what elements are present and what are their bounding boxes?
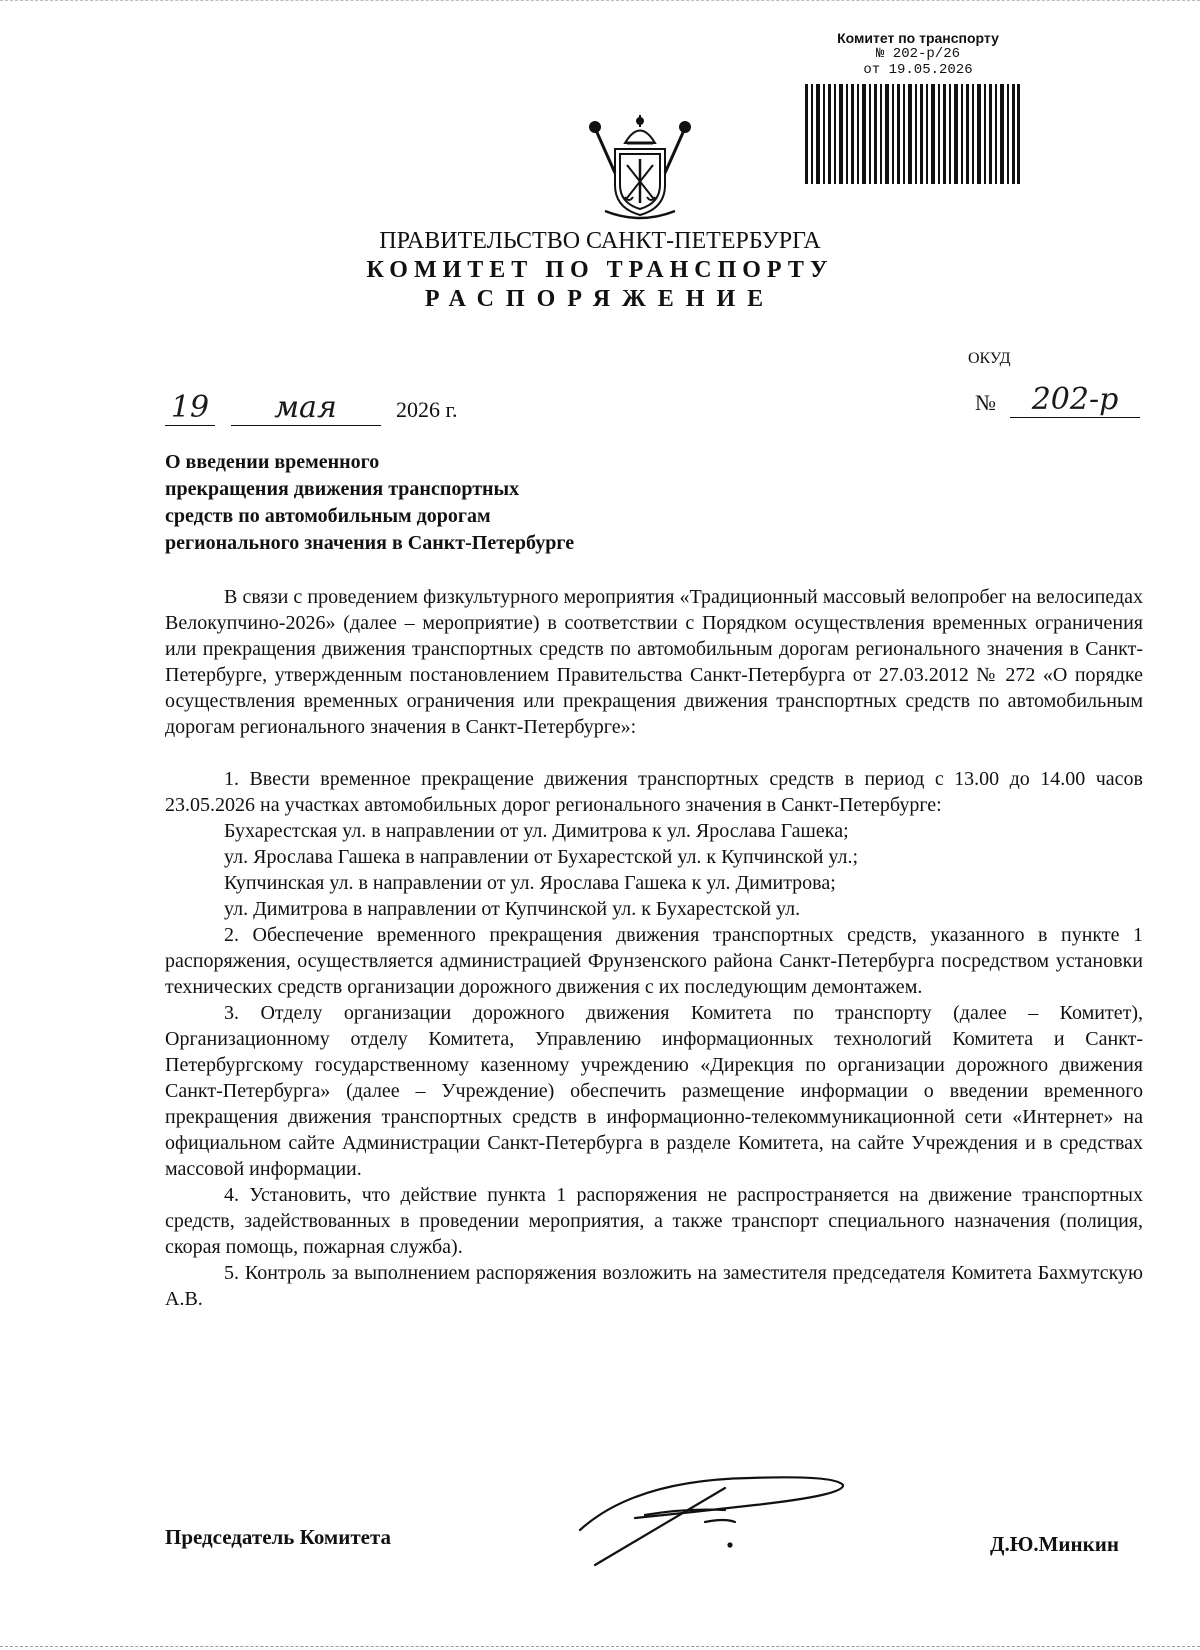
road-section-4: ул. Димитрова в направлении от Купчинской ул. к Бухарестской ул. (224, 898, 801, 920)
road-section-2: ул. Ярослава Гашека в направлении от Бухарестской ул. к Купчинской ул.; (224, 846, 859, 868)
preamble-paragraph: В связи с проведением физкультурного мероприятия «Традиционный массовый велопробег на велосипедах Велокупчино-2026» (далее – мероприятие) в соответствии с Порядком осуществления временных ограничения или прекращения движения транспортных средств по автомобильным дорогам регионального значения в Санкт-Петербурге, утвержденным постановлением Правительства Санкт-Петербурга от 27.03.2012 № 272 «О порядке осуществления временных ограничения или прекращения движения транспортных средств по автомобильным дорогам регионального значения в Санкт-Петербурге»: (165, 586, 1143, 738)
item-5-paragraph: 5. Контроль за выполнением распоряжения возложить на заместителя председателя Комитета Бахмутскую А.В. (165, 1262, 1143, 1310)
scan-top-edge (0, 0, 1200, 4)
government-heading: ПРАВИТЕЛЬСТВО САНКТ-ПЕТЕРБУРГА (379, 228, 821, 254)
committee-heading: КОМИТЕТ ПО ТРАНСПОРТУ (366, 257, 834, 283)
date-month: мая (231, 390, 381, 426)
item-3-paragraph: 3. Отделу организации дорожного движения Комитета по транспорту (далее – Комитет), Организационному отделу Комитета, Управлению информационных технологий Комитета и Санкт-Петербургскому государственному казенному учреждению «Дирекция по организации дорожного движения Санкт-Петербурга» (далее – Учреждение) обеспечить размещение информации о введении временного прекращения движения транспортных средств в информационно-телекоммуникационной сети «Интернет» на официальном сайте Администрации Санкт-Петербурга в разделе Комитета, на сайте Учреждения и в средствах массовой информации. (165, 1002, 1143, 1180)
document-number: 202-р (1010, 382, 1140, 418)
signatory-name: Д.Ю.Минкин (990, 1532, 1119, 1556)
number-prefix: № (975, 390, 996, 415)
scan-bottom-edge (0, 1646, 1200, 1649)
item-4-paragraph: 4. Установить, что действие пункта 1 распоряжения не распространяется на движение транспортных средств, задействованных в проведении мероприятия, а также транспорт специального назначения (полиция, скорая помощь, пожарная служба). (165, 1184, 1143, 1258)
signatory-position: Председатель Комитета (165, 1525, 392, 1549)
road-section-3: Купчинская ул. в направлении от ул. Ярослава Гашека к ул. Димитрова; (224, 872, 836, 894)
date-year: 2026 г. (396, 397, 458, 422)
item-1-paragraph: 1. Ввести временное прекращение движения транспортных средств в период с 13.00 до 14.00 часов 23.05.2026 на участках автомобильных дорог регионального значения в Санкт-Петербурге: (165, 768, 1143, 816)
document-title (165, 449, 765, 557)
date-day: 19 (165, 390, 215, 426)
document-type-heading: РАСПОРЯЖЕНИЕ (424, 286, 776, 312)
handwritten-signature (575, 1460, 865, 1570)
stamp-number: № 202-р/26 (875, 46, 960, 62)
barcode-icon (805, 84, 1020, 184)
stamp-org: Комитет по транспорту (837, 30, 999, 46)
title-line: О введении временного (165, 451, 380, 473)
title-line: средств по автомобильным дорогам (165, 505, 491, 527)
registration-stamp (808, 30, 1028, 78)
okud-label: ОКУД (968, 350, 1011, 367)
document-body (165, 584, 1143, 1312)
date-number-row (165, 382, 1195, 426)
item-2-paragraph: 2. Обеспечение временного прекращения движения транспортных средств, указанного в пункте 1 распоряжения, осуществляется администрацией Фрунзенского района Санкт-Петербурга посредством установки технических средств организации дорожного движения с их последующим демонтажем. (165, 924, 1143, 998)
title-line: регионального значения в Санкт-Петербурге (165, 532, 575, 554)
title-line: прекращения движения транспортных (165, 478, 520, 500)
road-section-1: Бухарестская ул. в направлении от ул. Димитрова к ул. Ярослава Гашека; (224, 820, 849, 842)
st-petersburg-coat-of-arms-icon (585, 113, 695, 223)
stamp-date: от 19.05.2026 (863, 62, 973, 78)
